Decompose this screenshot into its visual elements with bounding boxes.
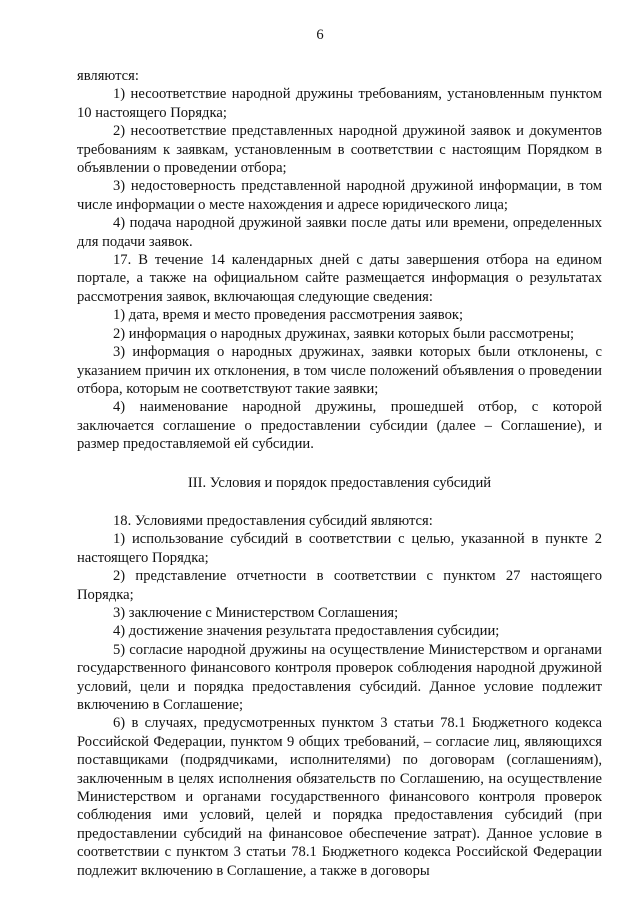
paragraph: 3) информация о народных дружинах, заявки которых были отклонены, с указанием причин их отклонения, в том числе положений объявления о проведении отбора, которым не соответствуют такие заявки; [77, 344, 602, 397]
page-number: 6 [316, 27, 324, 43]
paragraph: являются: [77, 68, 139, 84]
paragraph: 4) подача народной дружиной заявки после даты или времени, определенных для подачи заявок. [77, 215, 602, 250]
paragraph: 2) информация о народных дружинах, заявки которых были рассмотрены; [113, 325, 575, 342]
paragraph: 3) заключение с Министерством Соглашения; [113, 604, 399, 621]
paragraph: 18. Условиями предоставления субсидий являются: [113, 512, 433, 529]
document-body [77, 67, 602, 880]
paragraph: 3) недостоверность представленной народной дружиной информации, в том числе информации о месте нахождения и адресе юридического лица; [77, 178, 602, 213]
paragraph: 1) несоответствие народной дружины требованиям, установленным пунктом 10 настоящего Порядка; [77, 86, 602, 121]
section-heading: III. Условия и порядок предоставления субсидий [187, 474, 492, 491]
paragraph: 4) наименование народной дружины, прошедшей отбор, с которой заключается соглашение о предоставлении субсидии (далее – Соглашение), и размер предоставляемой ей субсидии. [77, 399, 602, 453]
paragraph: 2) несоответствие представленных народной дружиной заявок и документов требованиям к заявкам, установленным в соответствии с настоящим Порядком в объявлении о проведении отбора; [77, 123, 602, 177]
paragraph: 4) достижение значения результата предоставления субсидии; [113, 623, 500, 640]
paragraph: 2) представление отчетности в соответствии с пунктом 27 настоящего Порядка; [77, 568, 602, 603]
paragraph: 1) дата, время и место проведения рассмотрения заявок; [113, 307, 464, 324]
paragraph: 6) в случаях, предусмотренных пунктом 3 статьи 78.1 Бюджетного кодекса Российской Федерации, пунктом 9 общих требований, – согласие лиц, являющихся поставщиками (подрядчиками, исполнителями) по договорам (соглашениям), заключенным в целях исполнения обязательств по Соглашению, на осуществление Министерством и органами государственного финансового контроля проверок соблюдения ими условий, целей и порядка предоставления субсидий (при предоставлении субсидий на финансовое обеспечение затрат). Данное условие в соответствии с пунктом 3 статьи 78.1 Бюджетного кодекса Российской Федерации подлежит включению в Соглашение, а также в договоры [77, 715, 602, 879]
paragraph: 17. В течение 14 календарных дней с даты завершения отбора на едином портале, а также на официальном сайте размещается информация о результатах рассмотрения заявок, включающая следующие сведения: [77, 252, 602, 305]
paragraph: 5) согласие народной дружины на осуществление Министерством и органами государственного финансового контроля проверок соблюдения народной дружиной условий, цели и порядка предоставления субсидий. Данное условие подлежит включению в Соглашение; [77, 641, 602, 713]
paragraph: 1) использование субсидий в соответствии с целью, указанной в пункте 2 настоящего Порядка; [77, 531, 602, 566]
